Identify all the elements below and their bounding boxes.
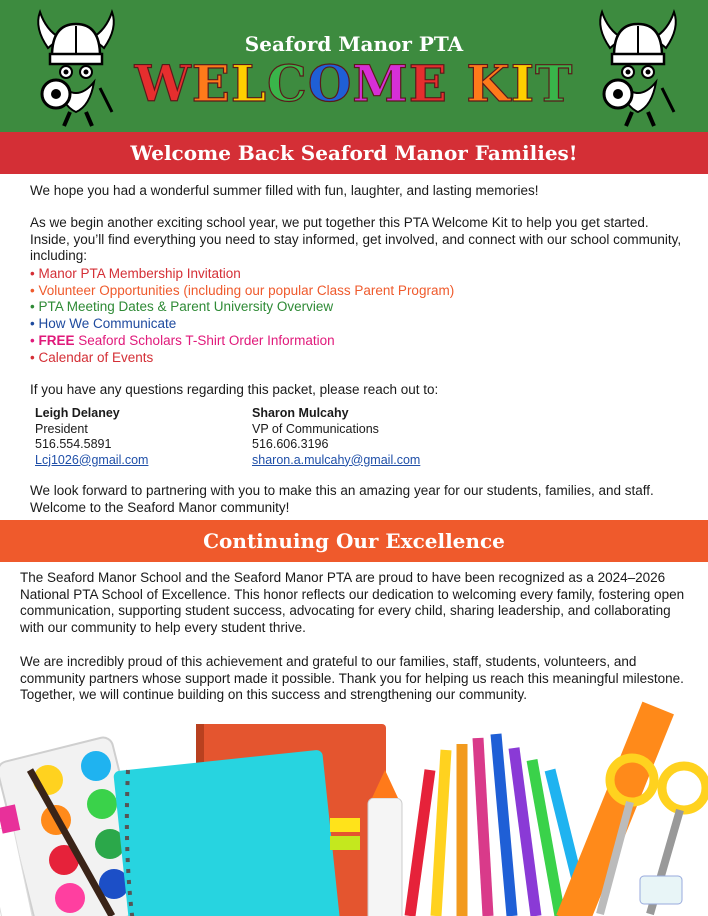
title-letter: K — [466, 54, 511, 113]
welcome-kit-title — [0, 56, 708, 112]
welcome-paragraph: As we begin another exciting school year, we put together this PTA Welcome Kit to help you get started. Inside, you’ll find everything you need to stay informed, get involved, and connect with our school community, including: — [30, 215, 682, 264]
list-item: • PTA Meeting Dates & Parent University Overview — [30, 299, 334, 315]
list-item: • Volunteer Opportunities (including our popular Class Parent Program) — [30, 282, 455, 298]
title-letter: I — [510, 54, 536, 113]
contact-role: VP of Communications — [252, 421, 379, 436]
title-letter: C — [267, 54, 308, 113]
free-label: FREE — [38, 332, 75, 348]
list-item: • Manor PTA Membership Invitation — [30, 266, 241, 281]
title-letter — [448, 54, 466, 113]
title-letter: O — [307, 54, 353, 113]
excellence-paragraph-1: The Seaford Manor School and the Seaford Manor PTA are proud to have been recognized as a 2024–2026 National PTA School of Excellence. This honor reflects our dedication to welcoming every family, fostering open communication, supporting student success, advocating for every child, sharing leadership, and collaborating with our community to help every student thrive. — [20, 570, 685, 636]
school-supplies-illustration — [0, 700, 708, 916]
closing-paragraph: We look forward to partnering with you to make this an amazing year for our students, families, and staff. Welcome to the Seaford Manor community! — [30, 483, 654, 515]
contact-phone: 516.554.5891 — [35, 437, 112, 451]
welcome-heading: Welcome Back Seaford Manor Families! — [0, 132, 708, 174]
list-item — [30, 333, 680, 350]
excellence-heading: Continuing Our Excellence — [0, 520, 708, 562]
title-letter: T — [535, 54, 574, 113]
title-letter: W — [134, 54, 192, 113]
title-letter: E — [191, 54, 231, 113]
excellence-paragraph-2: We are incredibly proud of this achievement and grateful to our families, staff, students, volunteers, and community partners whose support made it possible. Thank you for helping us reach this meaningful milestone. Together, we will continue building on this success and strengthening our community. — [20, 654, 684, 703]
questions-text: If you have any questions regarding this packet, please reach out to: — [30, 382, 439, 397]
title-letter: L — [230, 54, 268, 113]
org-title: Seaford Manor PTA — [244, 32, 464, 56]
list-bullet: • — [30, 332, 39, 348]
welcome-intro: We hope you had a wonderful summer filled with fun, laughter, and lasting memories! — [30, 183, 539, 198]
list-item-text: Seaford Scholars T-Shirt Order Information — [78, 332, 335, 348]
kit-contents-list — [30, 266, 680, 366]
list-item: • How We Communicate — [30, 316, 177, 332]
eraser-icon — [640, 876, 682, 904]
contact-card-vp — [252, 406, 420, 468]
title-letter: M — [352, 54, 409, 113]
contact-email-link[interactable]: Lcj1026@gmail.com — [35, 452, 149, 467]
contact-name: Leigh Delaney — [35, 406, 120, 420]
contact-name: Sharon Mulcahy — [252, 406, 349, 420]
contact-role: President — [35, 421, 88, 436]
list-item: • Calendar of Events — [30, 349, 154, 365]
contact-card-president — [35, 406, 148, 468]
contact-email-link[interactable]: sharon.a.mulcahy@gmail.com — [252, 452, 421, 467]
spiral-notebook-icon — [113, 750, 341, 916]
contact-phone: 516.606.3196 — [252, 437, 329, 451]
colored-pencils-icon — [410, 734, 586, 916]
header-banner — [0, 0, 708, 132]
title-letter: E — [408, 54, 448, 113]
